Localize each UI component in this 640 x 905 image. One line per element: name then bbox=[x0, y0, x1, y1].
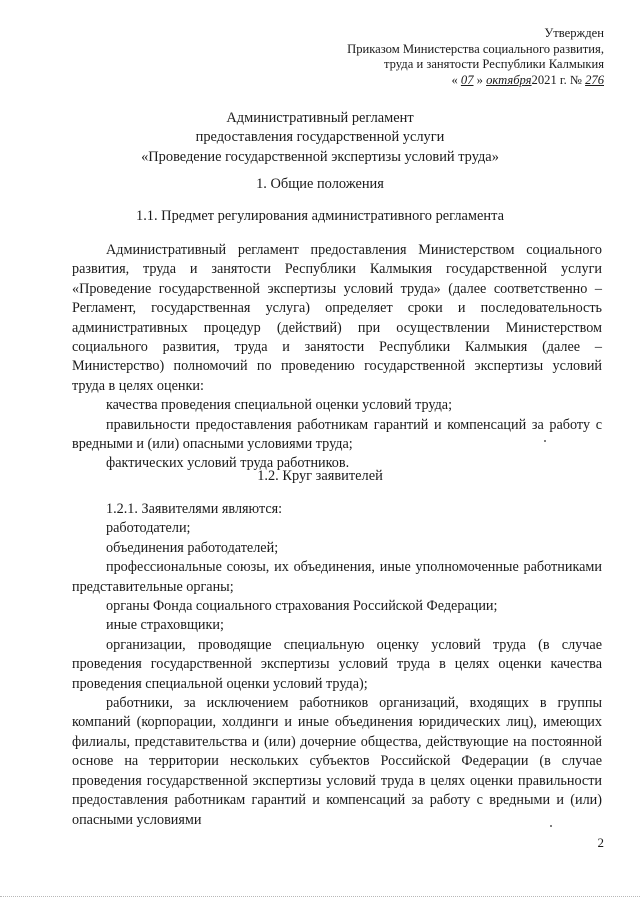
document-title bbox=[0, 109, 640, 167]
approval-year: 2021 г. № bbox=[531, 72, 582, 87]
paragraph: работники, за исключением работников организаций, входящих в группы компаний (корпорации, холдинги и иные объединения юридических лиц), имеющих филиалы, представительства и (или) дочерние общества, действующие на постоянной основе на территории нескольких субъектов Российской Федерации (в случае проведения государственной экспертизы условий труда в целях оценки правильности предоставления работникам гарантий и компенсаций за работу с вредными и (или) опасными условиями bbox=[72, 695, 602, 828]
approval-line-2: Приказом Министерства социального развития, bbox=[347, 41, 604, 56]
section-heading-1-1: 1.1. Предмет регулирования административного регламента bbox=[136, 208, 504, 224]
paragraph: профессиональные союзы, их объединения, иные уполномоченные работниками представительные органы; bbox=[72, 559, 602, 595]
approval-date-line bbox=[347, 73, 604, 89]
paragraph: объединения работодателей; bbox=[106, 539, 279, 556]
title-line-1: Административный регламент bbox=[226, 110, 414, 126]
date-close-quote: » bbox=[476, 72, 483, 87]
approval-month: октября bbox=[486, 72, 532, 87]
approval-number: 276 bbox=[585, 72, 604, 87]
scan-speck bbox=[544, 440, 546, 442]
paragraph: 1.2.1. Заявителями являются: bbox=[106, 501, 283, 517]
paragraph: иные страховщики; bbox=[106, 617, 224, 634]
title-line-2: предоставления государственной услуги bbox=[195, 129, 445, 146]
scan-bottom-edge bbox=[0, 896, 640, 897]
approval-line-1: Утвержден bbox=[544, 26, 604, 40]
section-1-2-body bbox=[72, 500, 602, 830]
paragraph: органы Фонда социального страхования Российской Федерации; bbox=[106, 598, 498, 615]
paragraph: качества проведения специальной оценки условий труда; bbox=[106, 397, 453, 414]
approval-day: 07 bbox=[460, 72, 474, 87]
paragraph: работодатели; bbox=[106, 520, 191, 537]
section-1-1-body bbox=[72, 241, 602, 474]
approval-line-3: труда и занятости Республики Калмыкия bbox=[384, 57, 604, 72]
paragraph: Административный регламент предоставления Министерством социального развития, труда и занятости Республики Калмыкия государственной услуги «Проведение государственной экспертизы условий труда» (далее соответственно – Регламент, государственная услуга) определяет сроки и последовательность административных процедур (действий) при осуществлении Министерством социального развития, труда и занятости Республики Калмыкия (далее – Министерство) полномочий по проведению государственной экспертизы условий труда в целях оценки: bbox=[72, 242, 602, 394]
page-number: 2 bbox=[597, 835, 604, 850]
paragraph: фактических условий труда работников. bbox=[106, 455, 350, 472]
section-heading-1: 1. Общие положения bbox=[256, 176, 384, 192]
scan-speck bbox=[550, 825, 552, 827]
paragraph: организации, проводящие специальную оценку условий труда (в случае проведения государственной экспертизы условий труда в целях оценки качества проведения специальной оценки условий труда); bbox=[72, 636, 602, 692]
section-heading-1-2: 1.2. Круг заявителей bbox=[257, 468, 383, 484]
title-line-3: «Проведение государственной экспертизы условий труда» bbox=[141, 148, 499, 165]
approval-stamp bbox=[347, 26, 604, 88]
paragraph: правильности предоставления работникам гарантий и компенсаций за работу с вредными и (или) опасными условиями труда; bbox=[72, 416, 602, 453]
date-open-quote: « bbox=[451, 72, 458, 87]
